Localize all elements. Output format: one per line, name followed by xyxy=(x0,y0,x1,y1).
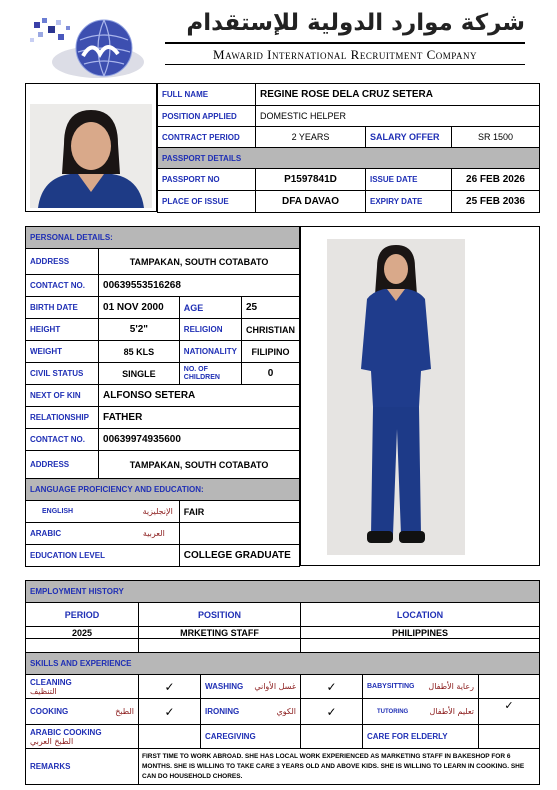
skills-table xyxy=(25,652,540,785)
arabic-label: ARABIC xyxy=(30,529,62,538)
full-name-value: REGINE ROSE DELA CRUZ SETERA xyxy=(256,84,540,106)
english-value: FAIR xyxy=(179,501,299,523)
personal-details-table xyxy=(25,226,300,567)
age-value: 25 xyxy=(242,297,300,319)
kin-address-label: ADDRESS xyxy=(26,451,99,479)
position-applied-value: DOMESTIC HELPER xyxy=(256,106,540,127)
tutoring-arabic-label: تعليم الأطفال xyxy=(429,707,474,716)
height-label: HEIGHT xyxy=(26,319,99,341)
cleaning-label: CLEANING xyxy=(30,677,72,687)
age-label: AGE xyxy=(179,297,241,319)
tutoring-check: ✓ xyxy=(479,699,540,725)
nationality-value: FILIPINO xyxy=(242,341,300,363)
full-body-photo-frame xyxy=(300,226,540,566)
arabic-cooking-arabic-label: الطبخ العربي xyxy=(30,736,74,746)
company-arabic-name: شركة موارد الدولية للإستقدام xyxy=(186,10,525,36)
issue-date-label: ISSUE DATE xyxy=(366,169,452,191)
height-value: 5'2" xyxy=(99,319,180,341)
kin-address-value: TAMPAKAN, SOUTH COTABATO xyxy=(99,451,300,479)
tutoring-label: TUTORING xyxy=(377,708,409,715)
care-for-elderly-check xyxy=(479,725,540,749)
location-column-header: LOCATION xyxy=(301,603,540,627)
expiry-date-label: EXPIRY DATE xyxy=(366,191,452,213)
contact-no-value: 00639553516268 xyxy=(99,275,300,297)
employment-location-cell: PHILIPPINES xyxy=(301,627,540,639)
babysitting-label: BABYSITTING xyxy=(367,683,415,690)
english-arabic-label: الإنجليزية xyxy=(142,507,173,516)
nationality-label: NATIONALITY xyxy=(179,341,241,363)
children-value: 0 xyxy=(242,363,300,385)
passport-photo xyxy=(30,104,152,208)
next-of-kin-value: ALFONSO SETERA xyxy=(99,385,300,407)
expiry-date-value: 25 FEB 2036 xyxy=(452,191,540,213)
employment-row xyxy=(26,627,540,639)
civil-status-value: SINGLE xyxy=(99,363,180,385)
remarks-label: REMARKS xyxy=(26,749,139,785)
address-label: ADDRESS xyxy=(26,249,99,275)
relationship-value: FATHER xyxy=(99,407,300,429)
address-value: TAMPAKAN, SOUTH COTABATO xyxy=(99,249,300,275)
cooking-check: ✓ xyxy=(139,699,201,725)
weight-value: 85 KLS xyxy=(99,341,180,363)
header-rule xyxy=(165,42,525,44)
caregiving-check xyxy=(301,725,363,749)
ironing-check: ✓ xyxy=(301,699,363,725)
employment-history-header: EMPLOYMENT HISTORY xyxy=(26,581,540,603)
contract-period-value: 2 YEARS xyxy=(256,127,366,148)
language-education-header: LANGUAGE PROFICIENCY AND EDUCATION: xyxy=(26,479,300,501)
personal-details-header: PERSONAL DETAILS: xyxy=(26,227,300,249)
contact-no-label: CONTACT NO. xyxy=(26,275,99,297)
washing-arabic-label: غسل الأواني xyxy=(254,682,296,691)
washing-check: ✓ xyxy=(301,675,363,699)
remarks-value: FIRST TIME TO WORK ABROAD. SHE HAS LOCAL WORK EXPERIENCED AS MARKETING STAFF IN BAKESHOP FOR 6 MONTHS. SHE IS WILLING TO TAKE CARE 3 YEARS OLD AND ABOVE KIDS. SHE IS WILLING TO LEARN IN COOKING. SHE CAN DO HOUSEHOLD CHORES. xyxy=(139,749,540,785)
relationship-label: RELATIONSHIP xyxy=(26,407,99,429)
cooking-label: COOKING xyxy=(30,707,69,716)
kin-contact-label: CONTACT NO. xyxy=(26,429,99,451)
cleaning-arabic-label: التنظيف xyxy=(30,686,57,696)
birth-date-value: 01 NOV 2000 xyxy=(99,297,180,319)
passport-no-label: PASSPORT NO xyxy=(158,169,256,191)
religion-value: CHRISTIAN xyxy=(242,319,300,341)
position-applied-label: POSITION APPLIED xyxy=(158,106,256,127)
next-of-kin-label: NEXT OF KIN xyxy=(26,385,99,407)
weight-label: WEIGHT xyxy=(26,341,99,363)
passport-photo-frame xyxy=(25,83,157,212)
salary-offer-value: SR 1500 xyxy=(452,127,540,148)
cleaning-check: ✓ xyxy=(139,675,201,699)
company-logo xyxy=(28,10,152,84)
education-level-label: EDUCATION LEVEL xyxy=(26,545,180,567)
place-of-issue-value: DFA DAVAO xyxy=(256,191,366,213)
passport-no-value: P1597841D xyxy=(256,169,366,191)
period-column-header: PERIOD xyxy=(26,603,139,627)
babysitting-arabic-label: رعاية الأطفال xyxy=(428,682,474,691)
passport-details-header: PASSPORT DETAILS xyxy=(158,148,540,169)
issue-date-value: 26 FEB 2026 xyxy=(452,169,540,191)
employment-position-cell: MRKETING STAFF xyxy=(139,627,301,639)
english-label: ENGLISH xyxy=(42,508,74,515)
company-english-name: Mawarid International Recruitment Company xyxy=(213,47,477,62)
full-name-label: FULL NAME xyxy=(158,84,256,106)
skills-header: SKILLS AND EXPERIENCE xyxy=(26,653,540,675)
arabic-arabic-label: العربية xyxy=(142,529,165,538)
kin-contact-value: 00639974935600 xyxy=(99,429,300,451)
ironing-arabic-label: الكوي xyxy=(276,707,296,716)
position-column-header: POSITION xyxy=(139,603,301,627)
civil-status-label: CIVIL STATUS xyxy=(26,363,99,385)
cooking-arabic-label: الطبخ xyxy=(115,707,134,716)
birth-date-label: BIRTH DATE xyxy=(26,297,99,319)
care-for-elderly-label: CARE FOR ELDERLY xyxy=(363,725,479,749)
place-of-issue-label: PLACE OF ISSUE xyxy=(158,191,256,213)
contract-period-label: CONTRACT PERIOD xyxy=(158,127,256,148)
employment-period-cell: 2025 xyxy=(26,627,139,639)
washing-label: WASHING xyxy=(205,682,244,691)
children-label: NO. OF CHILDREN xyxy=(179,363,241,385)
caregiving-label: CAREGIVING xyxy=(201,725,301,749)
arabic-cooking-check xyxy=(139,725,201,749)
profile-table xyxy=(157,83,540,213)
employment-history-table xyxy=(25,580,540,653)
arabic-cooking-label: ARABIC COOKING xyxy=(30,727,102,737)
employment-row-empty xyxy=(26,639,540,653)
babysitting-check xyxy=(479,675,540,699)
salary-offer-label: SALARY OFFER xyxy=(366,127,452,148)
full-body-photo xyxy=(327,239,465,555)
ironing-label: IRONING xyxy=(205,707,240,716)
arabic-value xyxy=(179,523,299,545)
header-rule-bottom xyxy=(165,64,525,65)
religion-label: RELIGION xyxy=(179,319,241,341)
education-level-value: COLLEGE GRADUATE xyxy=(179,545,299,567)
